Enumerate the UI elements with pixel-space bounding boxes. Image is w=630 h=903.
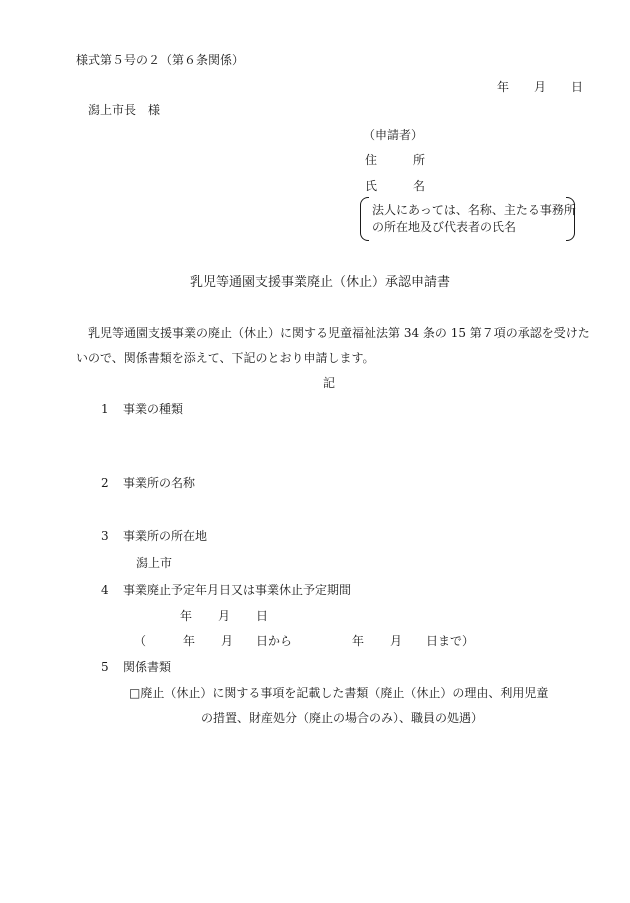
date-month: 月 (534, 80, 547, 94)
date-year: 年 (497, 80, 510, 94)
item5-check-line1: □廃止（休止）に関する事項を記載した書類（廃止（休止）の理由、利用児童 (129, 686, 549, 700)
applicant-heading: （申請者） (363, 128, 424, 142)
item4-date-day: 日 (256, 609, 269, 623)
item4-period-open: （ (134, 634, 147, 648)
item4-period-year2: 年 (352, 634, 365, 648)
item4-period-year1: 年 (183, 634, 196, 648)
item4-period-day1: 日から (256, 634, 293, 648)
item5-label: 関係書類 (123, 660, 172, 674)
item5-number: 5 (101, 660, 109, 674)
corporate-note-bracket (360, 197, 575, 239)
item5-check-line2: の措置、財産処分（廃止の場合のみ）、職員の処遇） (201, 711, 484, 725)
body-line1: 乳児等通園支援事業の廃止（休止）に関する児童福祉法第 34 条の 15 第７項の承認を受けた (88, 326, 590, 340)
item2-label: 事業所の名称 (123, 476, 196, 490)
item3-label: 事業所の所在地 (123, 529, 208, 543)
item4-period-month2: 月 (390, 634, 403, 648)
item3-value: 潟上市 (136, 556, 173, 570)
item1-number: 1 (101, 402, 109, 416)
ki-heading: 記 (323, 376, 336, 390)
item4-number: 4 (101, 583, 109, 597)
applicant-address-label: 住 所 (365, 153, 426, 167)
applicant-name-label: 氏 名 (365, 179, 426, 193)
bracket-left (360, 197, 369, 241)
item4-period-month1: 月 (221, 634, 234, 648)
item1-label: 事業の種類 (123, 402, 184, 416)
corporate-note-line1: 法人にあっては、名称、主たる事務所 (372, 203, 576, 217)
document-title: 乳児等通園支援事業廃止（休止）承認申請書 (190, 275, 451, 290)
item4-date-month: 月 (218, 609, 231, 623)
corporate-note-line2: の所在地及び代表者の氏名 (372, 220, 517, 234)
item4-period-day2: 日まで） (426, 634, 475, 648)
item4-date-year: 年 (180, 609, 193, 623)
body-line2: いので、関係書類を添えて、下記のとおり申請します。 (76, 351, 375, 365)
item3-number: 3 (101, 529, 109, 543)
item2-number: 2 (101, 476, 109, 490)
form-number: 様式第５号の２（第６条関係） (76, 53, 245, 67)
item4-label: 事業廃止予定年月日又は事業休止予定期間 (123, 583, 352, 597)
date-day: 日 (571, 80, 584, 94)
addressee: 潟上市長 様 (88, 103, 161, 117)
